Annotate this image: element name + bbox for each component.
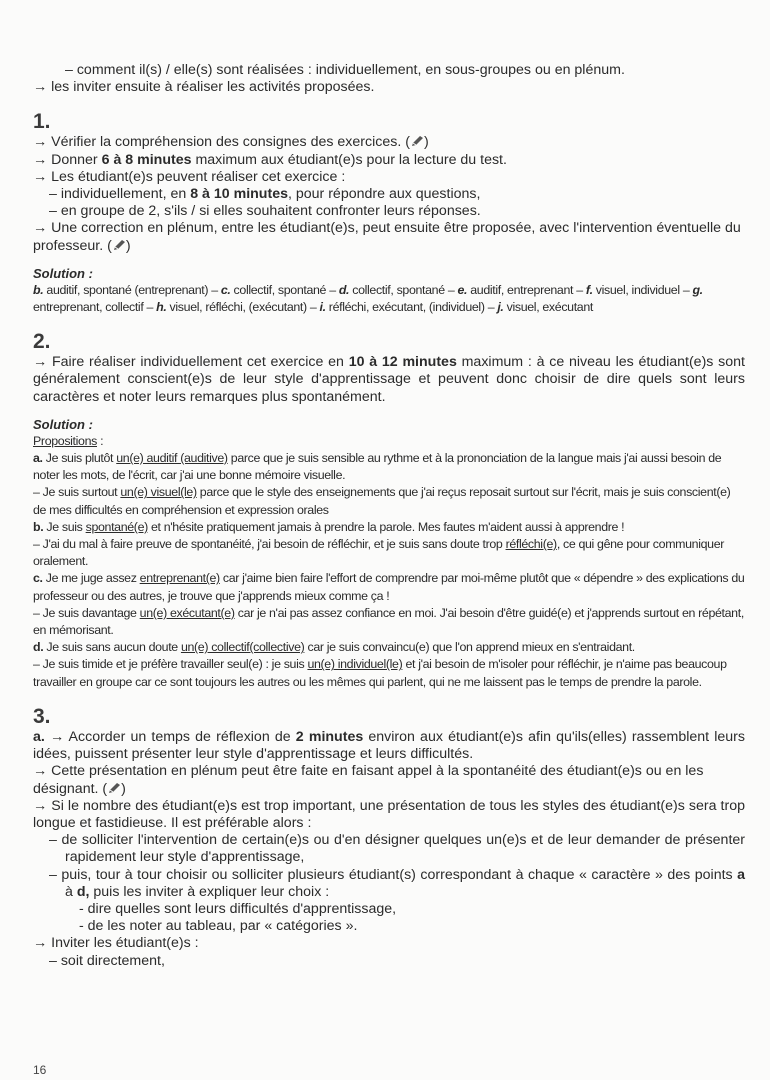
solution-item-letter: i. xyxy=(319,300,326,315)
solution-item-letter: h. xyxy=(156,300,167,315)
s3-step-4: → Inviter les étudiant(e)s : xyxy=(33,935,199,952)
intro-line-1: – comment il(s) / elle(s) sont réalisées : individuellement, en sous-groupes ou en plénum. xyxy=(65,62,625,78)
s2-prop-d-alt: – Je suis timide et je préfère travailler seul(e) : je suis un(e) individuel(le) et j'ai besoin de m'isoler pour réfléchir, je n'aime pas beaucoup travailler en groupe car ce sont toujours les autres ou les mêmes qui parlent, qui ne me laissent pas le temps de prendre la parole. xyxy=(33,657,727,689)
s1-solution-text xyxy=(33,282,745,316)
solution-item-letter: c. xyxy=(220,282,231,297)
s2-prop-b: b. Je suis spontané(e) et n'hésite pratiquement jamais à prendre la parole. Mes fautes m'aident aussi à apprendre ! xyxy=(33,519,625,534)
s2-propositions-label: Propositions : xyxy=(33,433,104,448)
pencil-icon xyxy=(112,239,126,251)
solution-item-letter: b. xyxy=(33,282,44,297)
s2-prop-c-alt: – Je suis davantage un(e) exécutant(e) car je n'ai pas assez confiance en moi. J'ai besoin d'être guidé(e) et j'apprends surtout en répétant, en mémorisant. xyxy=(33,605,744,638)
solution-item-text: entreprenant, collectif – xyxy=(33,300,157,315)
s2-prop-a: a. Je suis plutôt un(e) auditif (auditive) parce que je suis sensible au rythme et à la prononciation de la langue mais j'ai aussi besoin de noter les mots, de l'écrit, car j'ai une bonne mémoire visuelle. xyxy=(33,451,722,483)
s1-dash-2: – en groupe de 2, s'ils / si elles souhaitent confronter leurs réponses. xyxy=(49,203,481,220)
intro-line-2: → les inviter ensuite à réaliser les activités proposées. xyxy=(33,79,375,96)
solution-item-text: visuel, exécutant xyxy=(503,300,593,315)
s3-a-step-1: a. → Accorder un temps de réflexion de 2 minutes environ aux étudiant(e)s afin qu'ils(elles) rassemblent leurs idées, puissent présenter leur style d'apprentissage et leurs difficultés. xyxy=(33,728,745,763)
s3-subdash-1: - dire quelles sont leurs difficultés d'apprentissage, xyxy=(79,900,397,917)
page-content xyxy=(33,62,745,970)
s2-solution-title: Solution : xyxy=(33,416,93,432)
pencil-icon xyxy=(410,135,424,147)
solution-item-text: visuel, réfléchi, (exécutant) – xyxy=(166,300,320,315)
s2-prop-a-alt: – Je suis surtout un(e) visuel(le) parce que le style des enseignements que j'ai reçus reposait surtout sur l'écrit, mais je suis conscient(e) de mes difficultés en compréhension et expression orales xyxy=(33,485,731,517)
solution-item-text: collectif, spontané – xyxy=(230,282,339,297)
s1-solution-title: Solution : xyxy=(33,265,93,281)
s3-step-2: → Cette présentation en plénum peut être faite en faisant appel à la spontanéité des étudiant(e)s ou en les désignant. ( ) xyxy=(33,763,704,797)
s3-step-3: → Si le nombre des étudiant(e)s est trop important, une présentation de tous les styles des étudiant(e)s sera trop longue et fastidieuse. Il est préférable alors : xyxy=(33,797,745,831)
s3-dash-3: – soit directement, xyxy=(49,952,165,969)
solution-item-text: auditif, spontané (entreprenant) – xyxy=(43,282,221,297)
s1-step-1: → Vérifier la compréhension des consignes des exercices. ( ) xyxy=(33,134,429,151)
s1-step-3: → Les étudiant(e)s peuvent réaliser cet exercice : xyxy=(33,168,346,185)
solution-item-text: auditif, entreprenant – xyxy=(467,282,586,297)
pencil-icon xyxy=(107,782,121,794)
section-1-number: 1. xyxy=(33,110,51,134)
solution-item-letter: d. xyxy=(338,282,350,297)
page-number: 16 xyxy=(33,1063,47,1077)
s3-dash-1: – de solliciter l'intervention de certain(e)s ou d'en désigner quelques un(e)s et de leur demander de présenter rapidement leur style d'apprentissage, xyxy=(49,832,745,866)
s1-dash-1: – individuellement, en 8 à 10 minutes, pour répondre aux questions, xyxy=(49,186,481,203)
solution-item-letter: g. xyxy=(692,282,703,297)
solution-item-letter: f. xyxy=(585,282,593,297)
s2-prop-d: d. Je suis sans aucun doute un(e) collectif(collective) car je suis convaincu(e) que l'on apprend mieux en s'entraidant. xyxy=(33,640,635,655)
section-3-number: 3. xyxy=(33,704,51,728)
solution-item-text: collectif, spontané – xyxy=(349,282,458,297)
solution-item-letter: j. xyxy=(497,300,504,315)
section-2-number: 2. xyxy=(33,330,51,354)
s1-step-4: → Une correction en plénum, entre les étudiant(e)s, peut ensuite être proposée, avec l'intervention éventuelle du professeur. ( ) xyxy=(33,220,741,254)
solution-item-letter: e. xyxy=(457,282,468,297)
s2-step-1: → Faire réaliser individuellement cet exercice en 10 à 12 minutes maximum : à ce niveau les étudiant(e)s sont généralement conscient(e)s de leur style d'apprentissage et peuvent donc choisir de dire quels sont leurs caractères et noter leurs remarques plus spontanément. xyxy=(33,354,745,405)
solution-item-text: réfléchi, exécutant, (individuel) – xyxy=(325,300,498,315)
s3-dash-2: – puis, tour à tour choisir ou solliciter plusieurs étudiant(s) correspondant à chaque « caractère » des points a à d, puis les inviter à expliquer leur choix : xyxy=(49,866,745,900)
s3-subdash-2: - de les noter au tableau, par « catégories ». xyxy=(79,918,358,935)
s1-step-2: → Donner 6 à 8 minutes maximum aux étudiant(e)s pour la lecture du test. xyxy=(33,151,507,168)
s2-prop-c: c. Je me juge assez entreprenant(e) car j'aime bien faire l'effort de comprendre par moi-même plutôt que « dépendre » des explications du professeur ou des autres, je trouve que j'apprends mieux comme ça ! xyxy=(33,571,745,603)
s2-prop-b-alt: – J'ai du mal à faire preuve de spontanéité, j'ai besoin de réfléchir, et je suis sans doute trop réfléchi(e), ce qui gêne pour communiquer oralement. xyxy=(33,537,725,569)
solution-item-text: visuel, individuel – xyxy=(592,282,693,297)
